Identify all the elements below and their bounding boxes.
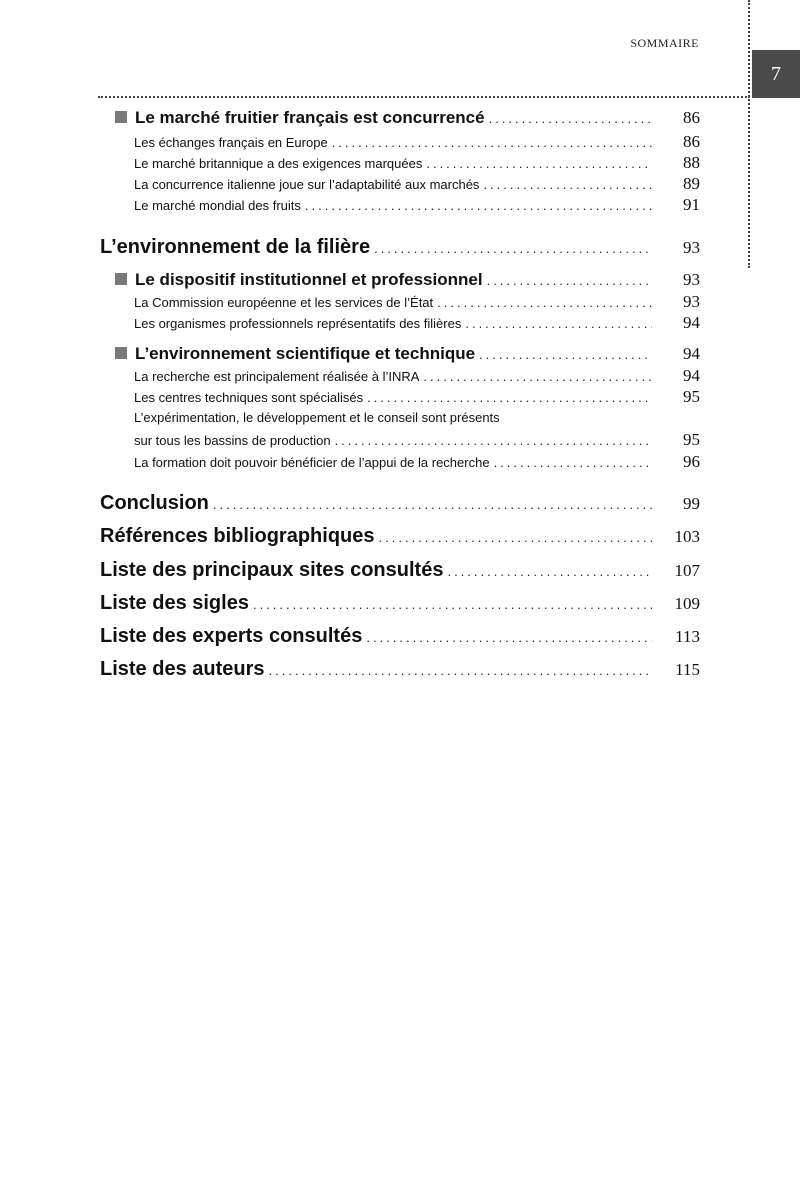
- toc-page-number: 94: [683, 344, 700, 363]
- toc-entry[interactable]: [134, 153, 700, 173]
- toc-page-number: 96: [683, 452, 700, 471]
- dot-leader: [332, 135, 652, 150]
- dot-leader: [423, 369, 652, 384]
- dot-leader: [374, 241, 652, 256]
- dot-leader: [253, 597, 652, 612]
- dot-leader: [305, 198, 652, 213]
- square-bullet-icon: [115, 347, 127, 359]
- toc-entry-label: La concurrence italienne joue sur l’adaptabilité aux marchés: [134, 177, 480, 192]
- toc-entry[interactable]: [134, 195, 700, 215]
- toc-chapter-experts[interactable]: [100, 625, 700, 648]
- toc-entry[interactable]: [134, 132, 700, 152]
- dot-leader: [494, 455, 652, 470]
- toc-entry[interactable]: [134, 366, 700, 386]
- toc-page-number: 109: [674, 594, 700, 613]
- toc-page-number: 95: [683, 387, 700, 406]
- dot-leader: [465, 316, 652, 331]
- toc-chapter-label: Liste des principaux sites consultés: [100, 559, 444, 581]
- dot-leader: [335, 433, 652, 448]
- toc-entry-first-line[interactable]: L’expérimentation, le développement et le conseil sont présents: [134, 410, 500, 425]
- dot-leader: [379, 530, 652, 545]
- toc-page-number: 115: [675, 660, 700, 679]
- toc-chapter-label: Conclusion: [100, 492, 209, 514]
- toc-chapter-sites[interactable]: [100, 559, 700, 582]
- horizontal-dotted-rule: [98, 96, 750, 98]
- dot-leader: [483, 177, 652, 192]
- toc-page-number: 86: [683, 132, 700, 151]
- toc-page-number: 94: [683, 366, 700, 385]
- toc-chapter-label: Références bibliographiques: [100, 525, 375, 547]
- toc-chapter-auteurs[interactable]: [100, 658, 700, 681]
- toc-page-number: 94: [683, 313, 700, 332]
- toc-entry[interactable]: [134, 292, 700, 312]
- toc-page-number: 113: [675, 627, 700, 646]
- toc-chapter-environnement[interactable]: [100, 236, 700, 259]
- toc-section-label: L’environnement scientifique et technique: [135, 344, 476, 363]
- toc-section-label: Le marché fruitier français est concurrencé: [135, 108, 485, 127]
- toc-entry[interactable]: [134, 430, 700, 450]
- dot-leader: [366, 630, 652, 645]
- dot-leader: [487, 273, 652, 288]
- toc-entry-label: Le marché mondial des fruits: [134, 198, 301, 213]
- toc-chapter-label: Liste des sigles: [100, 592, 249, 614]
- toc-page-number: 99: [683, 494, 700, 513]
- toc-page-number: 86: [683, 108, 700, 127]
- dot-leader: [437, 295, 652, 310]
- toc-entry-label: La formation doit pouvoir bénéficier de l’appui de la recherche: [134, 455, 490, 470]
- toc-entry[interactable]: [134, 174, 700, 194]
- toc-section-label: Le dispositif institutionnel et professionnel: [135, 270, 483, 289]
- toc-entry-label: La Commission européenne et les services de l’État: [134, 295, 434, 310]
- toc-page-number: 89: [683, 174, 700, 193]
- toc-page-number: 93: [683, 238, 700, 257]
- square-bullet-icon: [115, 111, 127, 123]
- toc-entry-label: Les échanges français en Europe: [134, 135, 328, 150]
- page-number-tab: 7: [752, 50, 800, 98]
- dot-leader: [479, 347, 652, 362]
- dot-leader: [426, 156, 652, 171]
- toc-section-dispositif[interactable]: [115, 270, 700, 290]
- dot-leader: [367, 390, 652, 405]
- toc-page-number: 93: [683, 292, 700, 311]
- toc-entry-label: La recherche est principalement réalisée à l’INRA: [134, 369, 420, 384]
- toc-chapter-conclusion[interactable]: [100, 492, 700, 515]
- toc-entry[interactable]: [134, 387, 700, 407]
- toc-section-marche-fruitier[interactable]: [115, 108, 700, 128]
- vertical-dotted-rule: [748, 0, 750, 268]
- dot-leader: [489, 111, 652, 126]
- toc-entry-label: sur tous les bassins de production: [134, 433, 331, 448]
- toc-entry-label: Les centres techniques sont spécialisés: [134, 390, 364, 405]
- toc-entry[interactable]: [134, 452, 700, 472]
- dot-leader: [447, 564, 652, 579]
- toc-page-number: 95: [683, 430, 700, 449]
- toc-chapter-label: L’environnement de la filière: [100, 236, 371, 258]
- toc-chapter-references[interactable]: [100, 525, 700, 548]
- toc-entry-label: Le marché britannique a des exigences marquées: [134, 156, 423, 171]
- toc-page-number: 93: [683, 270, 700, 289]
- toc-chapter-label: Liste des experts consultés: [100, 625, 363, 647]
- toc-page-number: 88: [683, 153, 700, 172]
- toc-entry[interactable]: [134, 313, 700, 333]
- square-bullet-icon: [115, 273, 127, 285]
- dot-leader: [213, 497, 652, 512]
- running-title: SOMMAIRE: [630, 36, 699, 50]
- toc-chapter-sigles[interactable]: [100, 592, 700, 615]
- toc-chapter-label: Liste des auteurs: [100, 658, 265, 680]
- toc-page-number: 91: [683, 195, 700, 214]
- dot-leader: [269, 663, 652, 678]
- toc-section-scientifique[interactable]: [115, 344, 700, 364]
- toc-page-number: 103: [674, 527, 700, 546]
- toc-page-number: 107: [674, 561, 700, 580]
- toc-entry-label: Les organismes professionnels représentatifs des filières: [134, 316, 462, 331]
